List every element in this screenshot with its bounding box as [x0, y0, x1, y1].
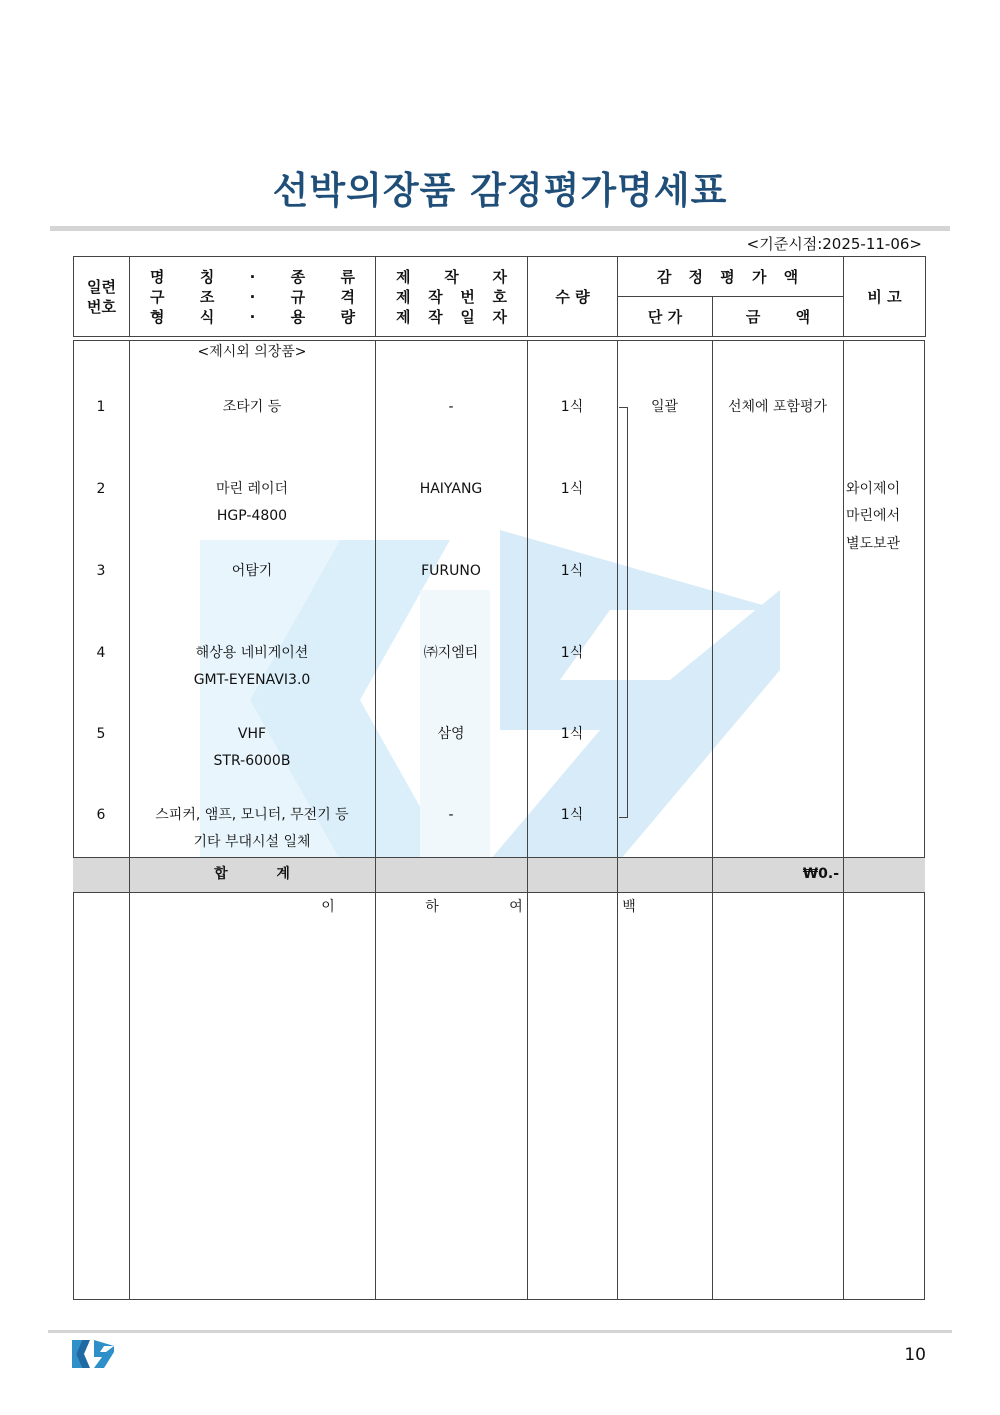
row-no: 1: [96, 399, 106, 415]
header-maker: 제 작 자 제 작 번 호 제 작 일 자: [376, 257, 528, 337]
header-qty: 수 량: [528, 257, 618, 337]
row-name: 마린 레이더: [215, 481, 289, 497]
row-qty: 1식: [560, 645, 584, 661]
total-label: 합 계: [214, 866, 290, 882]
col-divider: [617, 340, 618, 1300]
row-name: 스피커, 앰프, 모니터, 무전기 등: [155, 807, 349, 823]
header-name-spec: 명 칭 · 종 류 구 조 · 규 격 형 식 · 용 량: [130, 257, 376, 337]
header-appraisal: 감 정 평 가 액: [618, 257, 844, 297]
row-maker: HAIYANG: [419, 481, 483, 497]
row-maker: -: [448, 399, 454, 415]
header-serial: 일련 번호: [74, 257, 130, 337]
below-total-text: 백: [622, 899, 636, 915]
row-qty: 1식: [560, 807, 584, 823]
total-value: ₩0.-: [802, 866, 839, 882]
remark-line: 별도보관: [846, 536, 901, 552]
remark-line: 와이제이: [846, 481, 901, 497]
row-qty: 1식: [560, 563, 584, 579]
row-maker: FURUNO: [421, 563, 481, 579]
row-name: VHF: [237, 726, 267, 742]
row-maker: 삼영: [437, 726, 465, 742]
footer-divider: [48, 1330, 952, 1333]
row-no: 2: [96, 481, 106, 497]
row-no: 4: [96, 645, 106, 661]
row-maker: ㈜지엠티: [423, 645, 479, 661]
below-total-text: 여: [509, 899, 523, 915]
title-divider: [50, 226, 950, 231]
row-amount: 선체에 포함평가: [727, 399, 828, 415]
remark-line: 마린에서: [846, 508, 901, 524]
row-name-spec: HGP-4800: [216, 508, 288, 524]
reference-date: <기준시점:2025-11-06>: [746, 235, 922, 253]
header-unit-price: 단 가: [618, 297, 713, 337]
row-maker: -: [448, 807, 454, 823]
company-logo-icon: [72, 1340, 114, 1368]
row-no: 5: [96, 726, 106, 742]
row-name: 해상용 네비게이션: [195, 645, 309, 661]
below-total-text: 하: [425, 899, 439, 915]
row-no: 6: [96, 807, 106, 823]
row-no: 3: [96, 563, 106, 579]
header-amount: 금 액: [713, 297, 844, 337]
row-qty: 1식: [560, 399, 584, 415]
header-remark: 비 고: [844, 257, 926, 337]
row-name-spec: GMT-EYENAVI3.0: [193, 672, 311, 688]
page-number: 10: [904, 1345, 926, 1365]
section-label: <제시외 의장품>: [197, 344, 307, 360]
row-name-spec: 기타 부대시설 일체: [193, 834, 311, 850]
row-qty: 1식: [560, 726, 584, 742]
row-name: 조타기 등: [222, 399, 282, 415]
row-name-spec: STR-6000B: [213, 753, 291, 769]
row-qty: 1식: [560, 481, 584, 497]
col-divider: [712, 340, 713, 1300]
page-title: 선박의장품 감정평가명세표: [272, 169, 728, 212]
row-unit-price: 일괄: [650, 399, 679, 415]
grouping-bracket: [619, 407, 628, 818]
header-table: [73, 256, 926, 337]
row-name: 어탐기: [231, 563, 273, 579]
below-total-text: 이: [321, 899, 335, 915]
